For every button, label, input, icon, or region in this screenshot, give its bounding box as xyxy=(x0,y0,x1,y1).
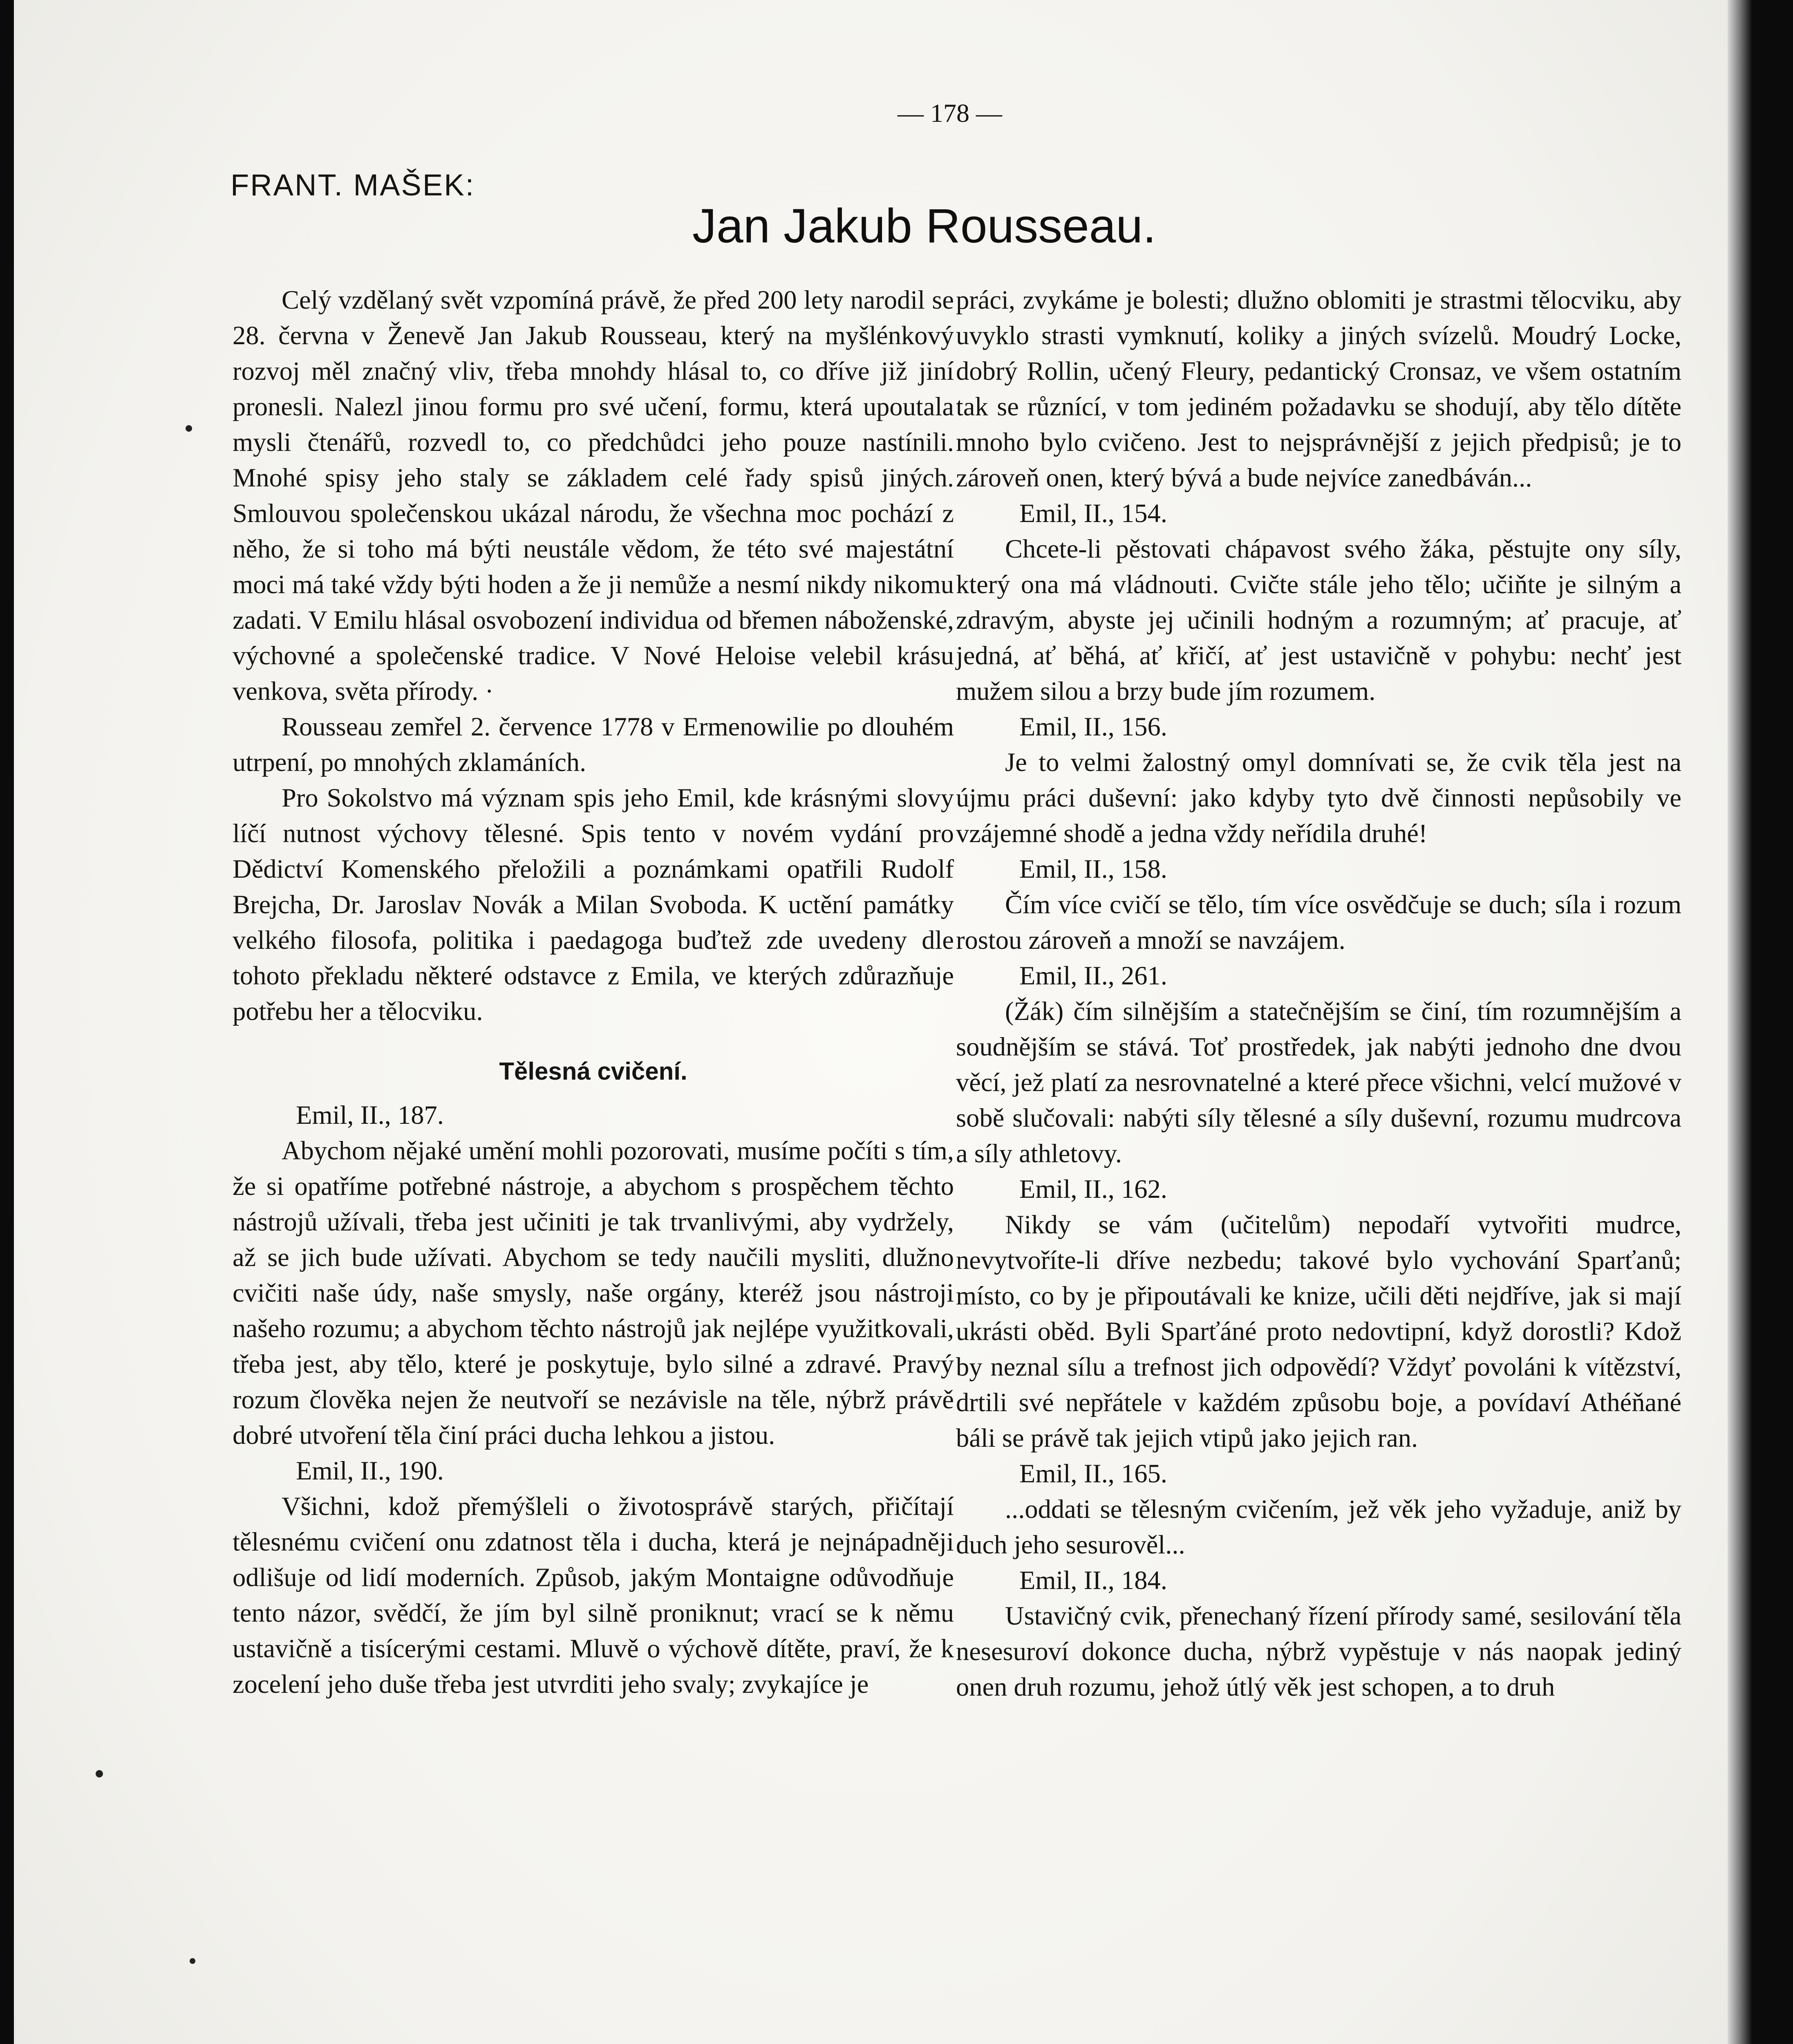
quote-paragraph: Ustavičný cvik, přenechaný řízení přírody samé, sesilování těla nesesuroví dokonce ducha, nýbrž vypěstuje v nás naopak jediný onen druh rozumu, jehož útlý věk jest schopen, a to druh xyxy=(956,1601,1681,1701)
intro-paragraph: Celý vzdělaný svět vzpomíná právě, že před 200 lety narodil se 28. června v Ženevě Jan Jakub Rousseau, který na myšlénkový rozvoj měl značný vliv, třeba mnohdy hlásal to, co dříve již jiní pronesli. Nalezl jinou formu pro své učení, formu, která upoutala mysli čtenářů, rozvedl to, co předchůdci jeho pouze nastínili. Mnohé spisy jeho staly se základem celé řady spisů jiných. Smlouvou společenskou ukázal národu, že všechna moc pochází z něho, že si toho má býti neustále vědom, že této své majestátní moci má také vždy býti hoden a že ji nemůže a nesmí nikdy nikomu zadati. V Emilu hlásal osvobození individua od břemen náboženské, výchovné a společenské tradice. V Nové Heloise velebil krásu venkova, světa přírody. · xyxy=(233,285,954,706)
scan-border-right xyxy=(1728,0,1793,2044)
article-title: Jan Jakub Rousseau. xyxy=(692,199,1156,253)
left-column xyxy=(233,282,954,1702)
section-heading: Tělesná cvičení. xyxy=(499,1058,687,1085)
quote-paragraph: Všichni, kdož přemýšleli o životosprávě starých, přičítají tělesnému cvičení onu zdatnost těla i ducha, která je nejnápadněji odlišuje od lidí moderních. Způsob, jakým Montaigne odůvodňuje tento názor, svědčí, že jím byl silně proniknut; vrací se k němu ustavičně a tisícerými cestami. Mluvě o výchově dítěte, praví, že k zocelení jeho duše třeba jest utvrditi jeho svaly; zvykajíce je xyxy=(233,1492,954,1699)
citation-reference: Emil, II., 261. xyxy=(1019,961,1167,990)
citation-reference: Emil, II., 156. xyxy=(1019,712,1167,741)
intro-paragraph: Pro Sokolstvo má význam spis jeho Emil, kde krásnými slovy líčí nutnost výchovy tělesné. Spis tento v novém vydání pro Dědictví Komenského přeložili a poznámkami opatřili Rudolf Brejcha, Dr. Jaroslav Novák a Milan Svoboda. K uctění památky velkého filosofa, politika i paedagoga buďtež zde uvedeny dle tohoto překladu některé odstavce z Emila, ve kterých zdůrazňuje potřebu her a tělocviku. xyxy=(233,783,954,1026)
scanned-page xyxy=(14,0,1728,2044)
intro-paragraph: Rousseau zemřel 2. července 1778 v Ermenowilie po dlouhém utrpení, po mnohých zklamáních. xyxy=(233,712,954,777)
citation-reference: Emil, II., 154. xyxy=(1019,499,1167,528)
citation-reference: Emil, II., 187. xyxy=(296,1100,444,1130)
citation-reference: Emil, II., 162. xyxy=(1019,1174,1167,1204)
quote-paragraph: práci, zvykáme je bolesti; dlužno oblomiti je strastmi tělocviku, aby uvyklo strasti vymknutí, koliky a jiných svízelů. Moudrý Locke, dobrý Rollin, učený Fleury, pedantický Cronsaz, ve všem ostatním tak se různící, v tom jediném požadavku se shodují, aby tělo dítěte mnoho bylo cvičeno. Jest to nejsprávnější z jejich předpisů; je to zároveň onen, který bývá a bude nejvíce zanedbáván... xyxy=(956,285,1681,492)
quote-paragraph: Abychom nějaké umění mohli pozorovati, musíme počíti s tím, že si opatříme potřebné nástroje, a abychom s prospěchem těchto nástrojů užívali, třeba jest učiniti je tak trvanlivými, aby vydržely, až se jich bude užívati. Abychom se tedy naučili mysliti, dlužno cvičiti naše údy, naše smysly, naše orgány, kteréž jsou nástroji našeho rozumu; a abychom těchto nástrojů jak nejlépe využitkovali, třeba jest, aby tělo, které je poskytuje, bylo silné a zdravé. Pravý rozum člověka nejen že neutvoří se nezávisle na těle, nýbrž právě dobré utvoření těla činí práci ducha lehkou a jistou. xyxy=(233,1136,954,1450)
quote-paragraph: Je to velmi žalostný omyl domnívati se, že cvik těla jest na újmu práci duševní: jako kdyby tyto dvě činnosti nepůsobily ve vzájemné shodě a jedna vždy neřídila druhé! xyxy=(956,748,1681,848)
author-name: FRANT. MAŠEK: xyxy=(231,168,475,202)
scan-speck xyxy=(186,425,192,432)
citation-reference: Emil, II., 165. xyxy=(1019,1459,1167,1488)
quote-paragraph: Chcete-li pěstovati chápavost svého žáka, pěstujte ony síly, který ona má vládnouti. Cvičte stále jeho tělo; učiňte je silným a zdravým, abyste jej učinili hodným a rozumným; ať pracuje, ať jedná, ať běhá, ať křičí, ať jest ustavičně v pohybu: nechť jest mužem silou a brzy bude jím rozumem. xyxy=(956,534,1681,706)
quote-paragraph: Čím více cvičí se tělo, tím více osvědčuje se duch; síla i rozum rostou zároveň a množí se navzájem. xyxy=(956,890,1681,955)
citation-reference: Emil, II., 158. xyxy=(1019,854,1167,883)
page-number: — 178 — xyxy=(898,99,1002,128)
scan-border-left xyxy=(0,0,14,2044)
quote-paragraph: ...oddati se tělesným cvičením, jež věk jeho vyžaduje, aniž by duch jeho sesurověl... xyxy=(956,1495,1681,1559)
citation-reference: Emil, II., 190. xyxy=(296,1456,444,1485)
citation-reference: Emil, II., 184. xyxy=(1019,1566,1167,1595)
scan-speck xyxy=(96,1770,103,1777)
quote-paragraph: Nikdy se vám (učitelům) nepodaří vytvořiti mudrce, nevytvoříte-li dříve nezbedu; takové bylo vychování Sparťanů; místo, co by je připoutávali ke knize, učili děti nejdříve, jak si mají ukrásti oběd. Byli Sparťáné proto nedovtipní, když dorostli? Kdož by neznal sílu a trefnost jich odpovědí? Vždyť povoláni k vítězství, drtili své nepřátele v každém způsobu boje, a povídaví Athéňané báli se právě tak jejich vtipů jako jejich ran. xyxy=(956,1210,1681,1452)
right-column xyxy=(956,282,1681,1705)
quote-paragraph: (Žák) čím silnějším a statečnějším se činí, tím rozumnějším a soudnějším se stává. Toť prostředek, jak nabýti jednoho dne dvou věcí, jež platí za nesrovnatelné a které přece všichni, velcí mužové v sobě slučovali: nabýti síly tělesné a síly duševní, rozumu mudrcova a síly athletovy. xyxy=(956,997,1681,1168)
scan-speck xyxy=(190,1958,195,1964)
